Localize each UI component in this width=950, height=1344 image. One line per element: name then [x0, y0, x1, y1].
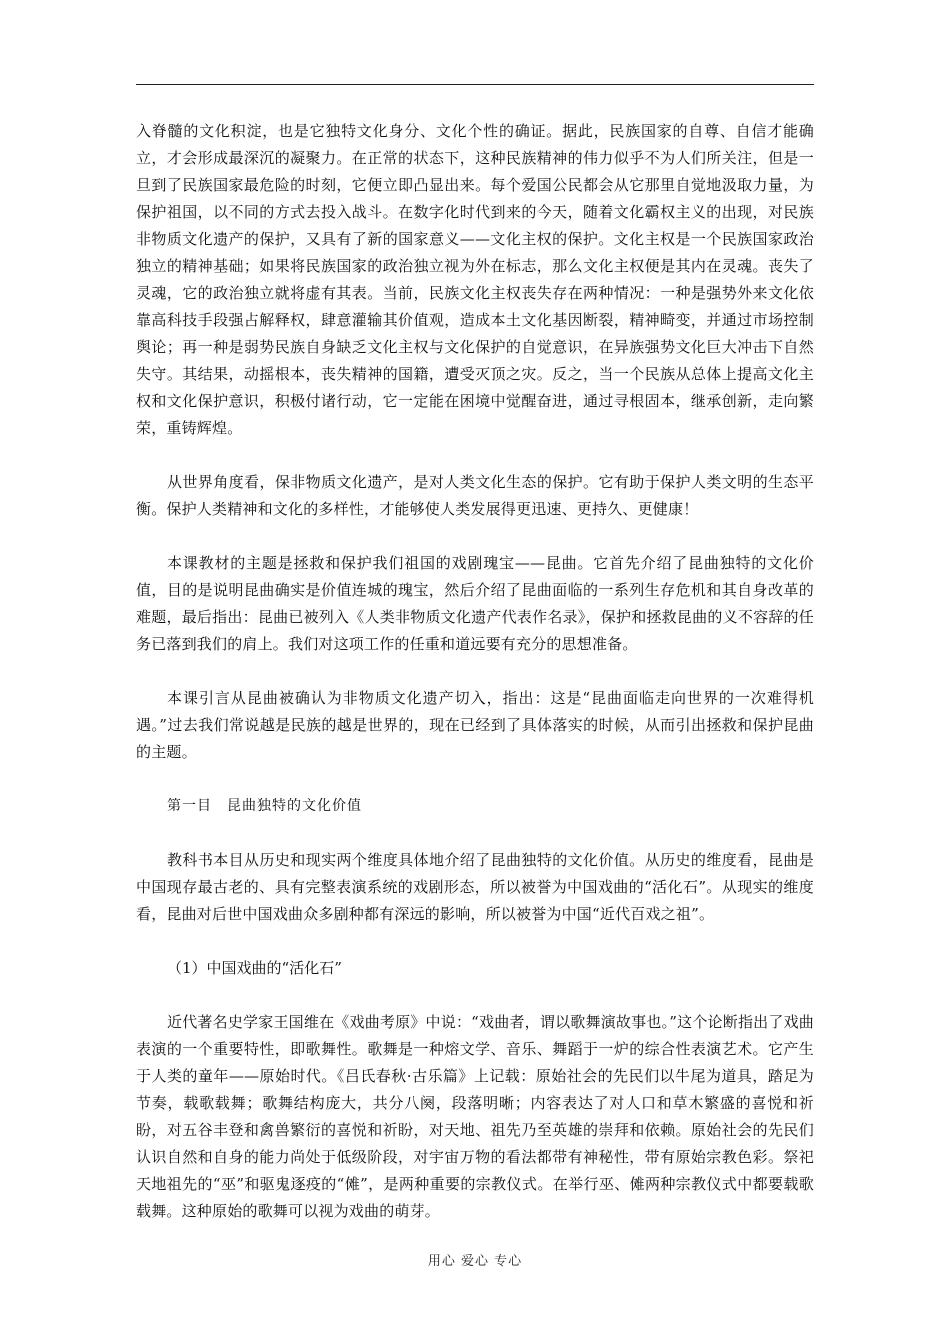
section-heading: 第一目 昆曲独特的文化价值	[167, 798, 362, 814]
paragraph-world-perspective: 从世界角度看，保非物质文化遗产，是对人类文化生态的保护。它有助于保护人类文明的生态平衡。保护人类精神和文化的多样性，才能够使人类发展得更迅速、更持久、更健康！	[136, 473, 814, 518]
paragraph-section-overview: 教科书本目从历史和现实两个维度具体地介绍了昆曲独特的文化价值。从历史的维度看，昆曲是中国现存最古老的、具有完整表演系统的戏剧形态，所以被誉为中国戏曲的“活化石”。从现实的维度看，昆曲对后世中国戏曲众多剧种都有深远的影响，所以被誉为中国“近代百戏之祖”。	[136, 851, 814, 923]
paragraph-living-fossil: 近代著名史学家王国维在《戏曲考原》中说：“戏曲者，谓以歌舞演故事也。”这个论断指出了戏曲表演的一个重要特性，即歌舞性。歌舞是一种熔文学、音乐、舞蹈于一炉的综合性表演艺术。它产生于人类的童年——原始时代。《吕氏春秋·古乐篇》上记载：原始社会的先民们以牛尾为道具，踏足为节奏，载歌载舞；歌舞结构庞大，共分八阕，段落明晰；内容表达了对人口和草木繁盛的喜悦和祈盼，对五谷丰登和禽兽繁衍的喜悦和祈盼，对天地、祖先乃至英雄的崇拜和依赖。原始社会的先民们认识自然和自身的能力尚处于低级阶段，对宇宙万物的看法都带有神秘性，带有原始宗教色彩。祭祀天地祖先的“巫”和驱鬼逐疫的“傩”，是两种重要的宗教仪式。在举行巫、傩两种宗教仪式中都要载歌载舞。这种原始的歌舞可以视为戏曲的萌芽。	[136, 1013, 814, 1220]
paragraph-continuation: 入脊髓的文化积淀，也是它独特文化身分、文化个性的确证。据此，民族国家的自尊、自信才能确立，才会形成最深沉的凝聚力。在正常的状态下，这种民族精神的伟力似乎不为人们所关注，但是一旦到了民族国家最危险的时刻，它便立即凸显出来。每个爱国公民都会从它那里自觉地汲取力量，为保护祖国，以不同的方式去投入战斗。在数字化时代到来的今天，随着文化霸权主义的出现，对民族非物质文化遗产的保护，又具有了新的国家意义——文化主权的保护。文化主权是一个民族国家政治独立的精神基础；如果将民族国家的政治独立视为外在标志，那么文化主权便是其内在灵魂。丧失了灵魂，它的政治独立就将虚有其表。当前，民族文化主权丧失存在两种情况：一种是强势外来文化依靠高科技手段强占解释权，肆意灌输其价值观，造成本土文化基因断裂，精神畸变，并通过市场控制舆论；再一种是弱势民族自身缺乏文化主权与文化保护的自觉意识，在异族强势文化巨大冲击下自然失守。其结果，动摇根本，丧失精神的国籍，遭受灭顶之灾。反之，当一个民族从总体上提高文化主权和文化保护意识，积极付诸行动，它一定能在困境中觉醒奋进，通过寻根固本，继承创新，走向繁荣，重铸辉煌。	[136, 122, 814, 437]
document-body	[136, 118, 814, 1225]
subsection-heading: （1）中国戏曲的“活化石”	[167, 959, 342, 977]
header-rule	[136, 84, 814, 85]
page-footer: 用心 爱心 专心	[427, 1254, 523, 1269]
paragraph-lesson-theme: 本课教材的主题是拯救和保护我们祖国的戏剧瑰宝——昆曲。它首先介绍了昆曲独特的文化价值，目的是说明昆曲确实是价值连城的瑰宝，然后介绍了昆曲面临的一系列生存危机和其自身改革的难题，最后指出：昆曲已被列入《人类非物质文化遗产代表作名录》，保护和拯救昆曲的义不容辞的任务已落到我们的肩上。我们对这项工作的任重和道远要有充分的思想准备。	[136, 554, 814, 653]
paragraph-lesson-intro: 本课引言从昆曲被确认为非物质文化遗产切入，指出：这是“昆曲面临走向世界的一次难得机遇。”过去我们常说越是民族的越是世界的，现在已经到了具体落实的时候，从而引出拯救和保护昆曲的主题。	[136, 689, 814, 761]
